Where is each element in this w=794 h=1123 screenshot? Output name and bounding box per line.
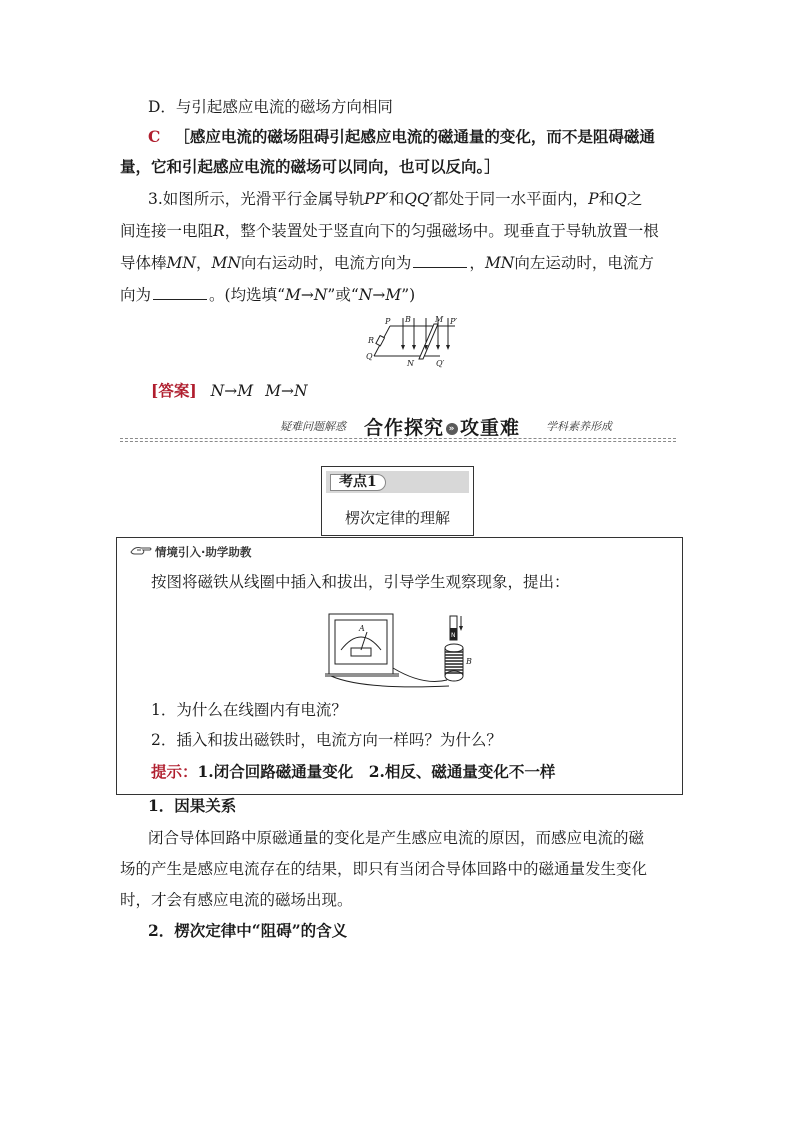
fig-label-b: B bbox=[405, 315, 411, 324]
kaodian-title: 楞次定律的理解 bbox=[344, 509, 450, 527]
kaodian-box bbox=[321, 466, 474, 536]
fig-label-p-prime: P′ bbox=[450, 317, 458, 326]
scene-question-2: 2．插入和拔出磁铁时，电流方向一样吗？为什么？ bbox=[151, 731, 502, 749]
fig-label-m: M bbox=[435, 315, 444, 324]
answer-2: M→N bbox=[265, 382, 308, 400]
scene-question-1: 1．为什么在线圈内有电流？ bbox=[151, 701, 347, 719]
magnet-pole-label: N bbox=[451, 632, 456, 639]
answer-blank-1[interactable] bbox=[413, 253, 467, 268]
banner-right-text: 学科素养形成 bbox=[546, 420, 612, 433]
hint-label: 提示： bbox=[151, 762, 198, 781]
hint-text: 1.闭合回路磁通量变化 2.相反、磁通量变化不一样 bbox=[197, 762, 556, 781]
answer-blank-2[interactable] bbox=[153, 285, 207, 300]
q3-line-4: 向为 。(均选填“M→N”或“N→M”) bbox=[120, 286, 416, 304]
explanation-line-2: 量，它和引起感应电流的磁场可以同向，也可以反向。］ bbox=[120, 157, 500, 176]
q3-answer bbox=[151, 381, 308, 401]
banner-divider bbox=[120, 438, 676, 439]
kaodian-label: 考点1 bbox=[330, 474, 386, 491]
q3-line-3: 导体棒MN，MN向右运动时，电流方向为 ，MN向左运动时，电流方 bbox=[120, 254, 654, 272]
q3-line-2: 间连接一电阻R，整个装置处于竖直向下的匀强磁场中。现垂直于导轨放置一根 bbox=[120, 222, 659, 240]
scene-hint bbox=[151, 762, 555, 782]
section-banner bbox=[280, 413, 640, 439]
answer-letter: C bbox=[148, 127, 161, 146]
fig-label-n: N bbox=[407, 359, 414, 368]
q3-line-1: 3.如图所示，光滑平行金属导轨PP′和QQ′都处于同一水平面内，P和Q之 bbox=[148, 190, 643, 208]
banner-title: 合作探究 » 攻重难 bbox=[364, 417, 521, 439]
paragraph-1-line-1: 闭合导体回路中原磁通量的变化是产生感应电流的原因，而感应电流的磁 bbox=[148, 829, 645, 847]
rail-figure bbox=[360, 312, 470, 370]
kaodian-tab bbox=[326, 471, 469, 493]
meter-label-a: A bbox=[359, 624, 365, 633]
section-heading-1: 1．因果关系 bbox=[148, 796, 237, 815]
scene-intro: 按图将磁铁从线圈中插入和拔出，引导学生观察现象，提出： bbox=[151, 573, 570, 591]
answer-1: N→M bbox=[210, 382, 254, 400]
fig-label-q: Q bbox=[366, 352, 373, 361]
option-d: D．与引起感应电流的磁场方向相同 bbox=[148, 98, 393, 116]
double-chevron-icon: » bbox=[446, 423, 458, 435]
hand-pointer-icon bbox=[129, 543, 153, 557]
banner-left-text: 疑难问题解惑 bbox=[280, 420, 346, 433]
paragraph-1-line-3: 时，才会有感应电流的磁场出现。 bbox=[120, 891, 353, 909]
scene-box bbox=[116, 537, 683, 795]
coil-label-b: B bbox=[466, 657, 472, 666]
paragraph-1-line-2: 场的产生是感应电流存在的结果，即只有当闭合导体回路中的磁通量发生变化 bbox=[120, 860, 648, 878]
answer-label: [答案] bbox=[151, 381, 197, 400]
explanation-line-1: ［感应电流的磁场阻碍引起感应电流的磁通量的变化，而不是阻碍磁通 bbox=[174, 127, 655, 146]
q2-answer bbox=[148, 127, 655, 147]
fig-label-r: R bbox=[368, 336, 375, 345]
galvanometer-coil-figure bbox=[323, 610, 483, 690]
section-heading-2: 2．楞次定律中“阻碍”的含义 bbox=[148, 921, 348, 940]
scene-header: 情境引入·助学助教 bbox=[155, 545, 252, 559]
banner-divider-2 bbox=[120, 441, 676, 442]
fig-label-q-prime: Q′ bbox=[436, 359, 445, 368]
fig-label-p: P bbox=[385, 317, 391, 326]
